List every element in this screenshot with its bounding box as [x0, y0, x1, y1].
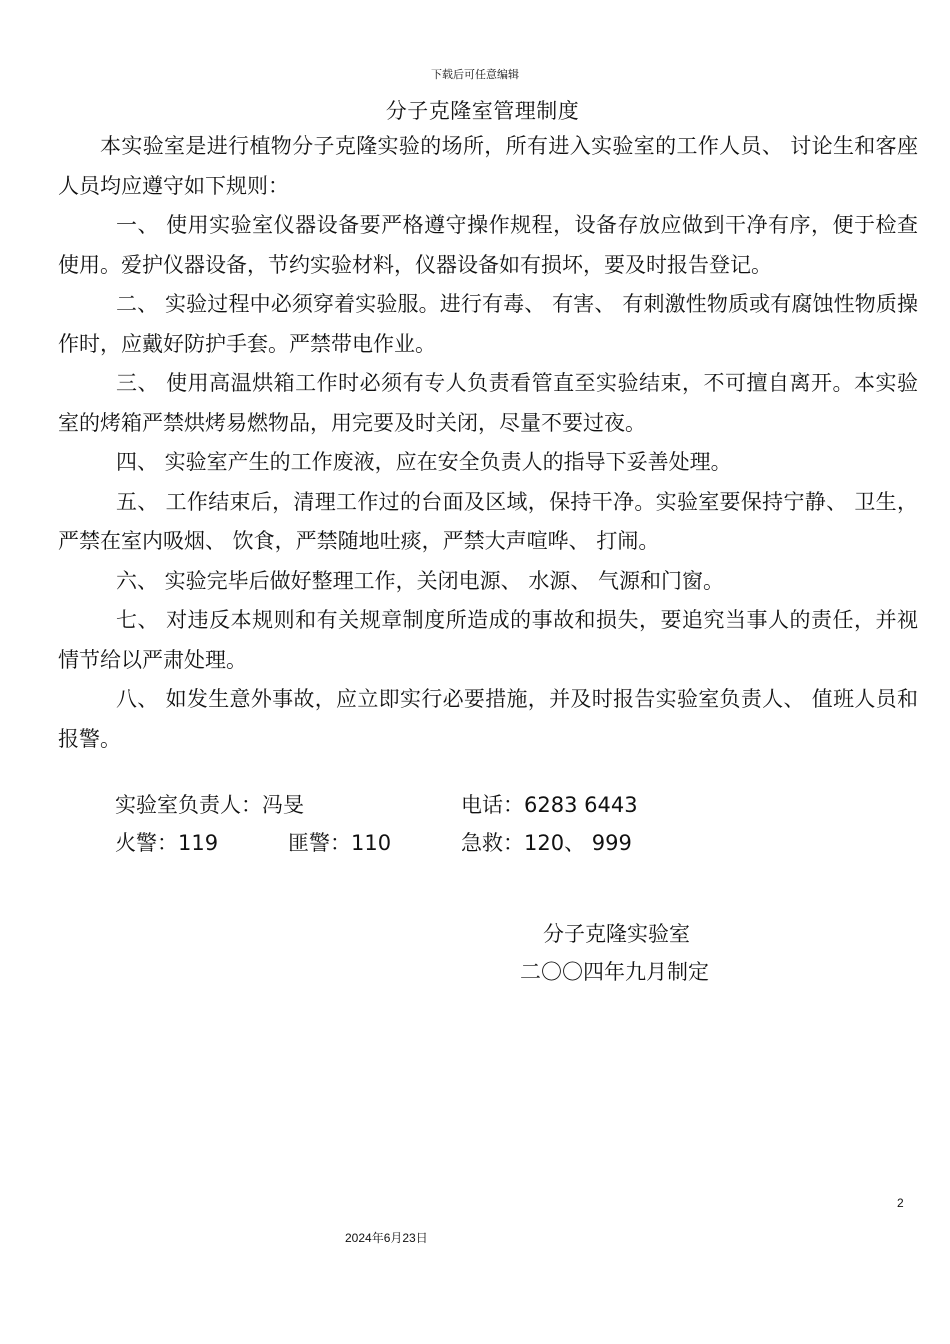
footer-date: 2024年6月23日 — [345, 1231, 428, 1245]
rule-8: 八、 如发生意外事故，应立即实行必要措施，并及时报告实验室负责人、 值班人员和报警。 — [58, 687, 918, 751]
fire-contact: 火警：119 — [115, 831, 219, 855]
phone-contact: 电话：6283 6443 — [461, 793, 638, 817]
police-contact: 匪警：110 — [288, 831, 392, 855]
rule-6: 六、 实验完毕后做好整理工作，关闭电源、 水源、 气源和门窗。 — [116, 568, 725, 593]
document-body — [58, 127, 918, 759]
signature-org: 分子克隆实验室 — [543, 922, 690, 946]
signature-date: 二〇〇四年九月制定 — [520, 960, 709, 984]
document-title: 分子克隆室管理制度 — [385, 99, 580, 123]
rule-7: 七、 对违反本规则和有关规章制度所造成的事故和损失，要追究当事人的责任，并视情节给以严肃处理。 — [58, 608, 918, 672]
page-header-note: 下载后可任意编辑 — [431, 68, 519, 81]
rule-5: 五、 工作结束后，清理工作过的台面及区域，保持干净。实验室要保持宁静、 卫生，严禁在室内吸烟、 饮食，严禁随地吐痰，严禁大声喧哗、 打闹。 — [58, 489, 918, 553]
page-number: 2 — [897, 1196, 904, 1210]
rule-4: 四、 实验室产生的工作废液，应在安全负责人的指导下妥善处理。 — [116, 450, 732, 474]
rule-2: 二、 实验过程中必须穿着实验服。进行有毒、 有害、 有刺激性物质或有腐蚀性物质操作时，应戴好防护手套。严禁带电作业。 — [58, 292, 918, 356]
supervisor-contact: 实验室负责人：冯旻 — [115, 793, 304, 817]
rule-3: 三、 使用高温烘箱工作时必须有专人负责看管直至实验结束，不可擅自离开。本实验室的烤箱严禁烘烤易燃物品，用完要及时关闭，尽量不要过夜。 — [58, 371, 918, 435]
rule-1: 一、 使用实验室仪器设备要严格遵守操作规程，设备存放应做到干净有序，便于检查使用。爱护仪器设备，节约实验材料，仪器设备如有损坏，要及时报告登记。 — [58, 213, 918, 277]
intro-paragraph: 本实验室是进行植物分子克隆实验的场所，所有进入实验室的工作人员、 讨论生和客座人员均应遵守如下规则： — [58, 134, 918, 198]
ambulance-contact: 急救：120、 999 — [461, 831, 632, 855]
